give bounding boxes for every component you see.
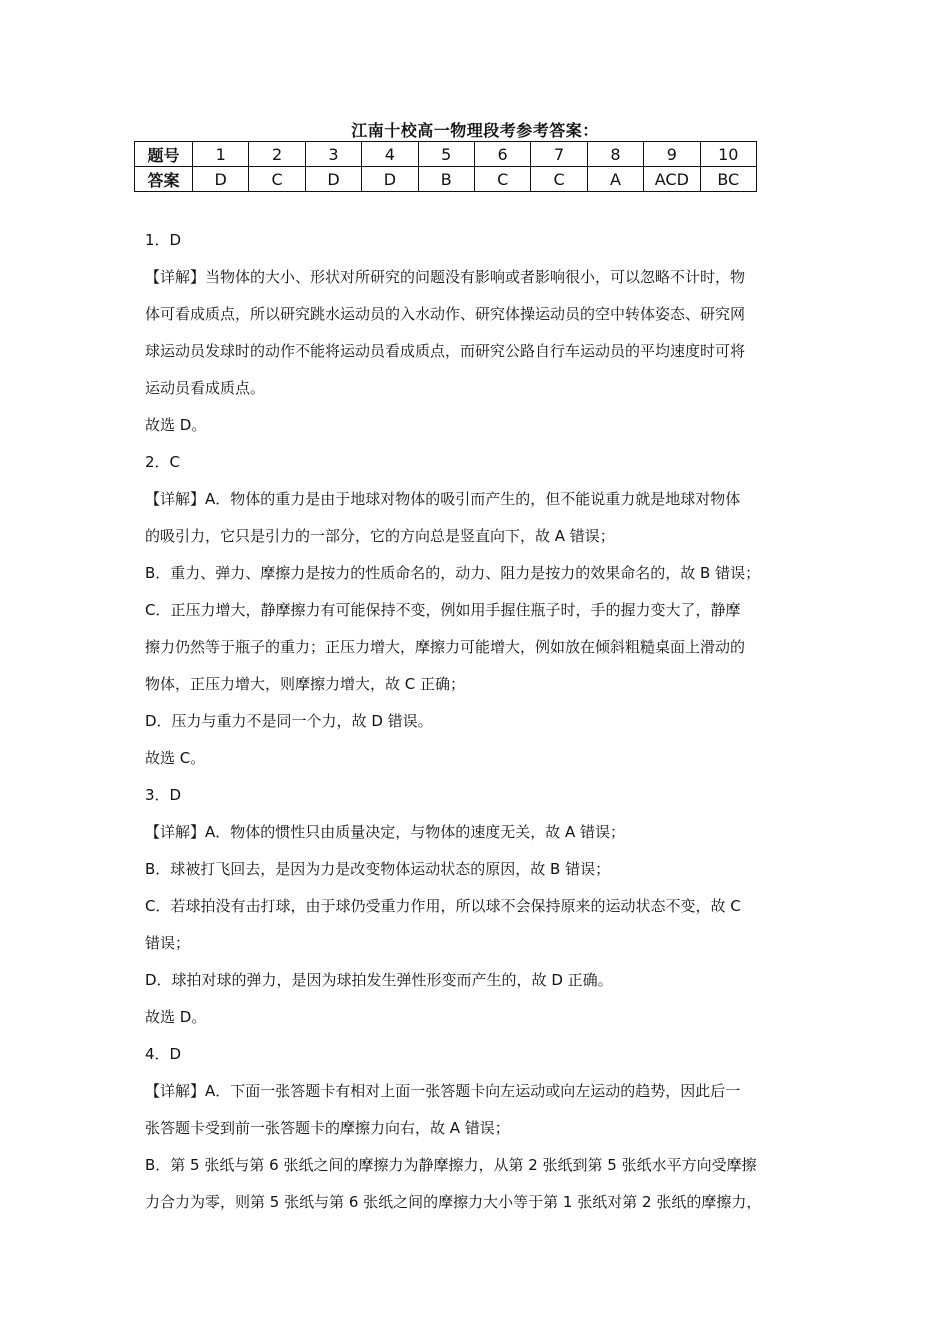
conclusion-line: 故选 D。 bbox=[145, 1008, 207, 1026]
row-label-question-number: 题号 bbox=[135, 142, 193, 167]
question-number-cell: 6 bbox=[474, 142, 530, 167]
text-line: 张答题卡受到前一张答题卡的摩擦力向右，故 A 错误； bbox=[145, 1119, 510, 1137]
text-line: 【详解】A．物体的惯性只由质量决定，与物体的速度无关，故 A 错误； bbox=[145, 823, 626, 841]
text-line: 体可看成质点，所以研究跳水运动员的入水动作、研究体操运动员的空中转体姿态、研究网 bbox=[145, 305, 746, 323]
conclusion-line: 故选 C。 bbox=[145, 749, 206, 767]
question-number-cell: 3 bbox=[305, 142, 361, 167]
explanation-body bbox=[145, 222, 815, 1221]
question-number-cell: 2 bbox=[249, 142, 305, 167]
text-line: B．第 5 张纸与第 6 张纸之间的摩擦力为静摩擦力，从第 2 张纸到第 5 张纸水平方向受摩擦 bbox=[145, 1156, 757, 1174]
question-number-cell: 7 bbox=[531, 142, 587, 167]
question-number-cell: 8 bbox=[587, 142, 643, 167]
page-title: 江南十校高一物理段考参考答案： bbox=[351, 121, 599, 140]
question-number-row bbox=[135, 142, 757, 167]
text-line: B．重力、弹力、摩擦力是按力的性质命名的，动力、阻力是按力的效果命名的，故 B 错误； bbox=[145, 564, 761, 582]
answer-cell: D bbox=[193, 167, 249, 192]
question-number-cell: 10 bbox=[700, 142, 756, 167]
text-line: 球运动员发球时的动作不能将运动员看成质点，而研究公路自行车运动员的平均速度时可将 bbox=[145, 342, 746, 360]
answer-cell: C bbox=[474, 167, 530, 192]
row-label-answer: 答案 bbox=[135, 167, 193, 192]
text-line: C．正压力增大，静摩擦力有可能保持不变，例如用手握住瓶子时，手的握力变大了，静摩 bbox=[145, 601, 741, 619]
text-line: 擦力仍然等于瓶子的重力；正压力增大，摩擦力可能增大，例如放在倾斜粗糙桌面上滑动的 bbox=[145, 638, 746, 656]
question-number-cell: 5 bbox=[418, 142, 474, 167]
answer-cell: C bbox=[249, 167, 305, 192]
question-4-heading: 4．D bbox=[145, 1045, 182, 1063]
text-line: 物体，正压力增大，则摩擦力增大，故 C 正确； bbox=[145, 675, 466, 693]
text-line: B．球被打飞回去，是因为力是改变物体运动状态的原因，故 B 错误； bbox=[145, 860, 611, 878]
text-line: D．压力与重力不是同一个力，故 D 错误。 bbox=[145, 712, 433, 730]
text-line: 【详解】A．物体的重力是由于地球对物体的吸引而产生的，但不能说重力就是地球对物体 bbox=[145, 490, 741, 508]
text-line: D．球拍对球的弹力，是因为球拍发生弹性形变而产生的，故 D 正确。 bbox=[145, 971, 613, 989]
answer-cell: A bbox=[587, 167, 643, 192]
answer-cell: D bbox=[362, 167, 418, 192]
question-number-cell: 9 bbox=[644, 142, 700, 167]
question-number-cell: 4 bbox=[362, 142, 418, 167]
text-line: 错误； bbox=[145, 934, 191, 952]
text-line: 的吸引力，它只是引力的一部分，它的方向总是竖直向下，故 A 错误； bbox=[145, 527, 615, 545]
answer-cell: ACD bbox=[644, 167, 700, 192]
text-line: 力合力为零，则第 5 张纸与第 6 张纸之间的摩擦力大小等于第 1 张纸对第 2 张纸的摩擦力， bbox=[145, 1193, 762, 1211]
answer-cell: C bbox=[531, 167, 587, 192]
answer-table bbox=[134, 141, 757, 192]
question-3-heading: 3．D bbox=[145, 786, 182, 804]
question-number-cell: 1 bbox=[193, 142, 249, 167]
conclusion-line: 故选 D。 bbox=[145, 416, 207, 434]
answer-cell: BC bbox=[700, 167, 756, 192]
text-line: 运动员看成质点。 bbox=[145, 379, 266, 397]
question-1-heading: 1．D bbox=[145, 231, 182, 249]
text-line: C．若球拍没有击打球，由于球仍受重力作用，所以球不会保持原来的运动状态不变，故 C bbox=[145, 897, 741, 915]
text-line: 【详解】A．下面一张答题卡有相对上面一张答题卡向左运动或向左运动的趋势，因此后一 bbox=[145, 1082, 741, 1100]
answer-cell: B bbox=[418, 167, 474, 192]
question-2-heading: 2．C bbox=[145, 453, 181, 471]
answer-row bbox=[135, 167, 757, 192]
text-line: 【详解】当物体的大小、形状对所研究的问题没有影响或者影响很小，可以忽略不计时，物 bbox=[145, 268, 746, 286]
answer-cell: D bbox=[305, 167, 361, 192]
